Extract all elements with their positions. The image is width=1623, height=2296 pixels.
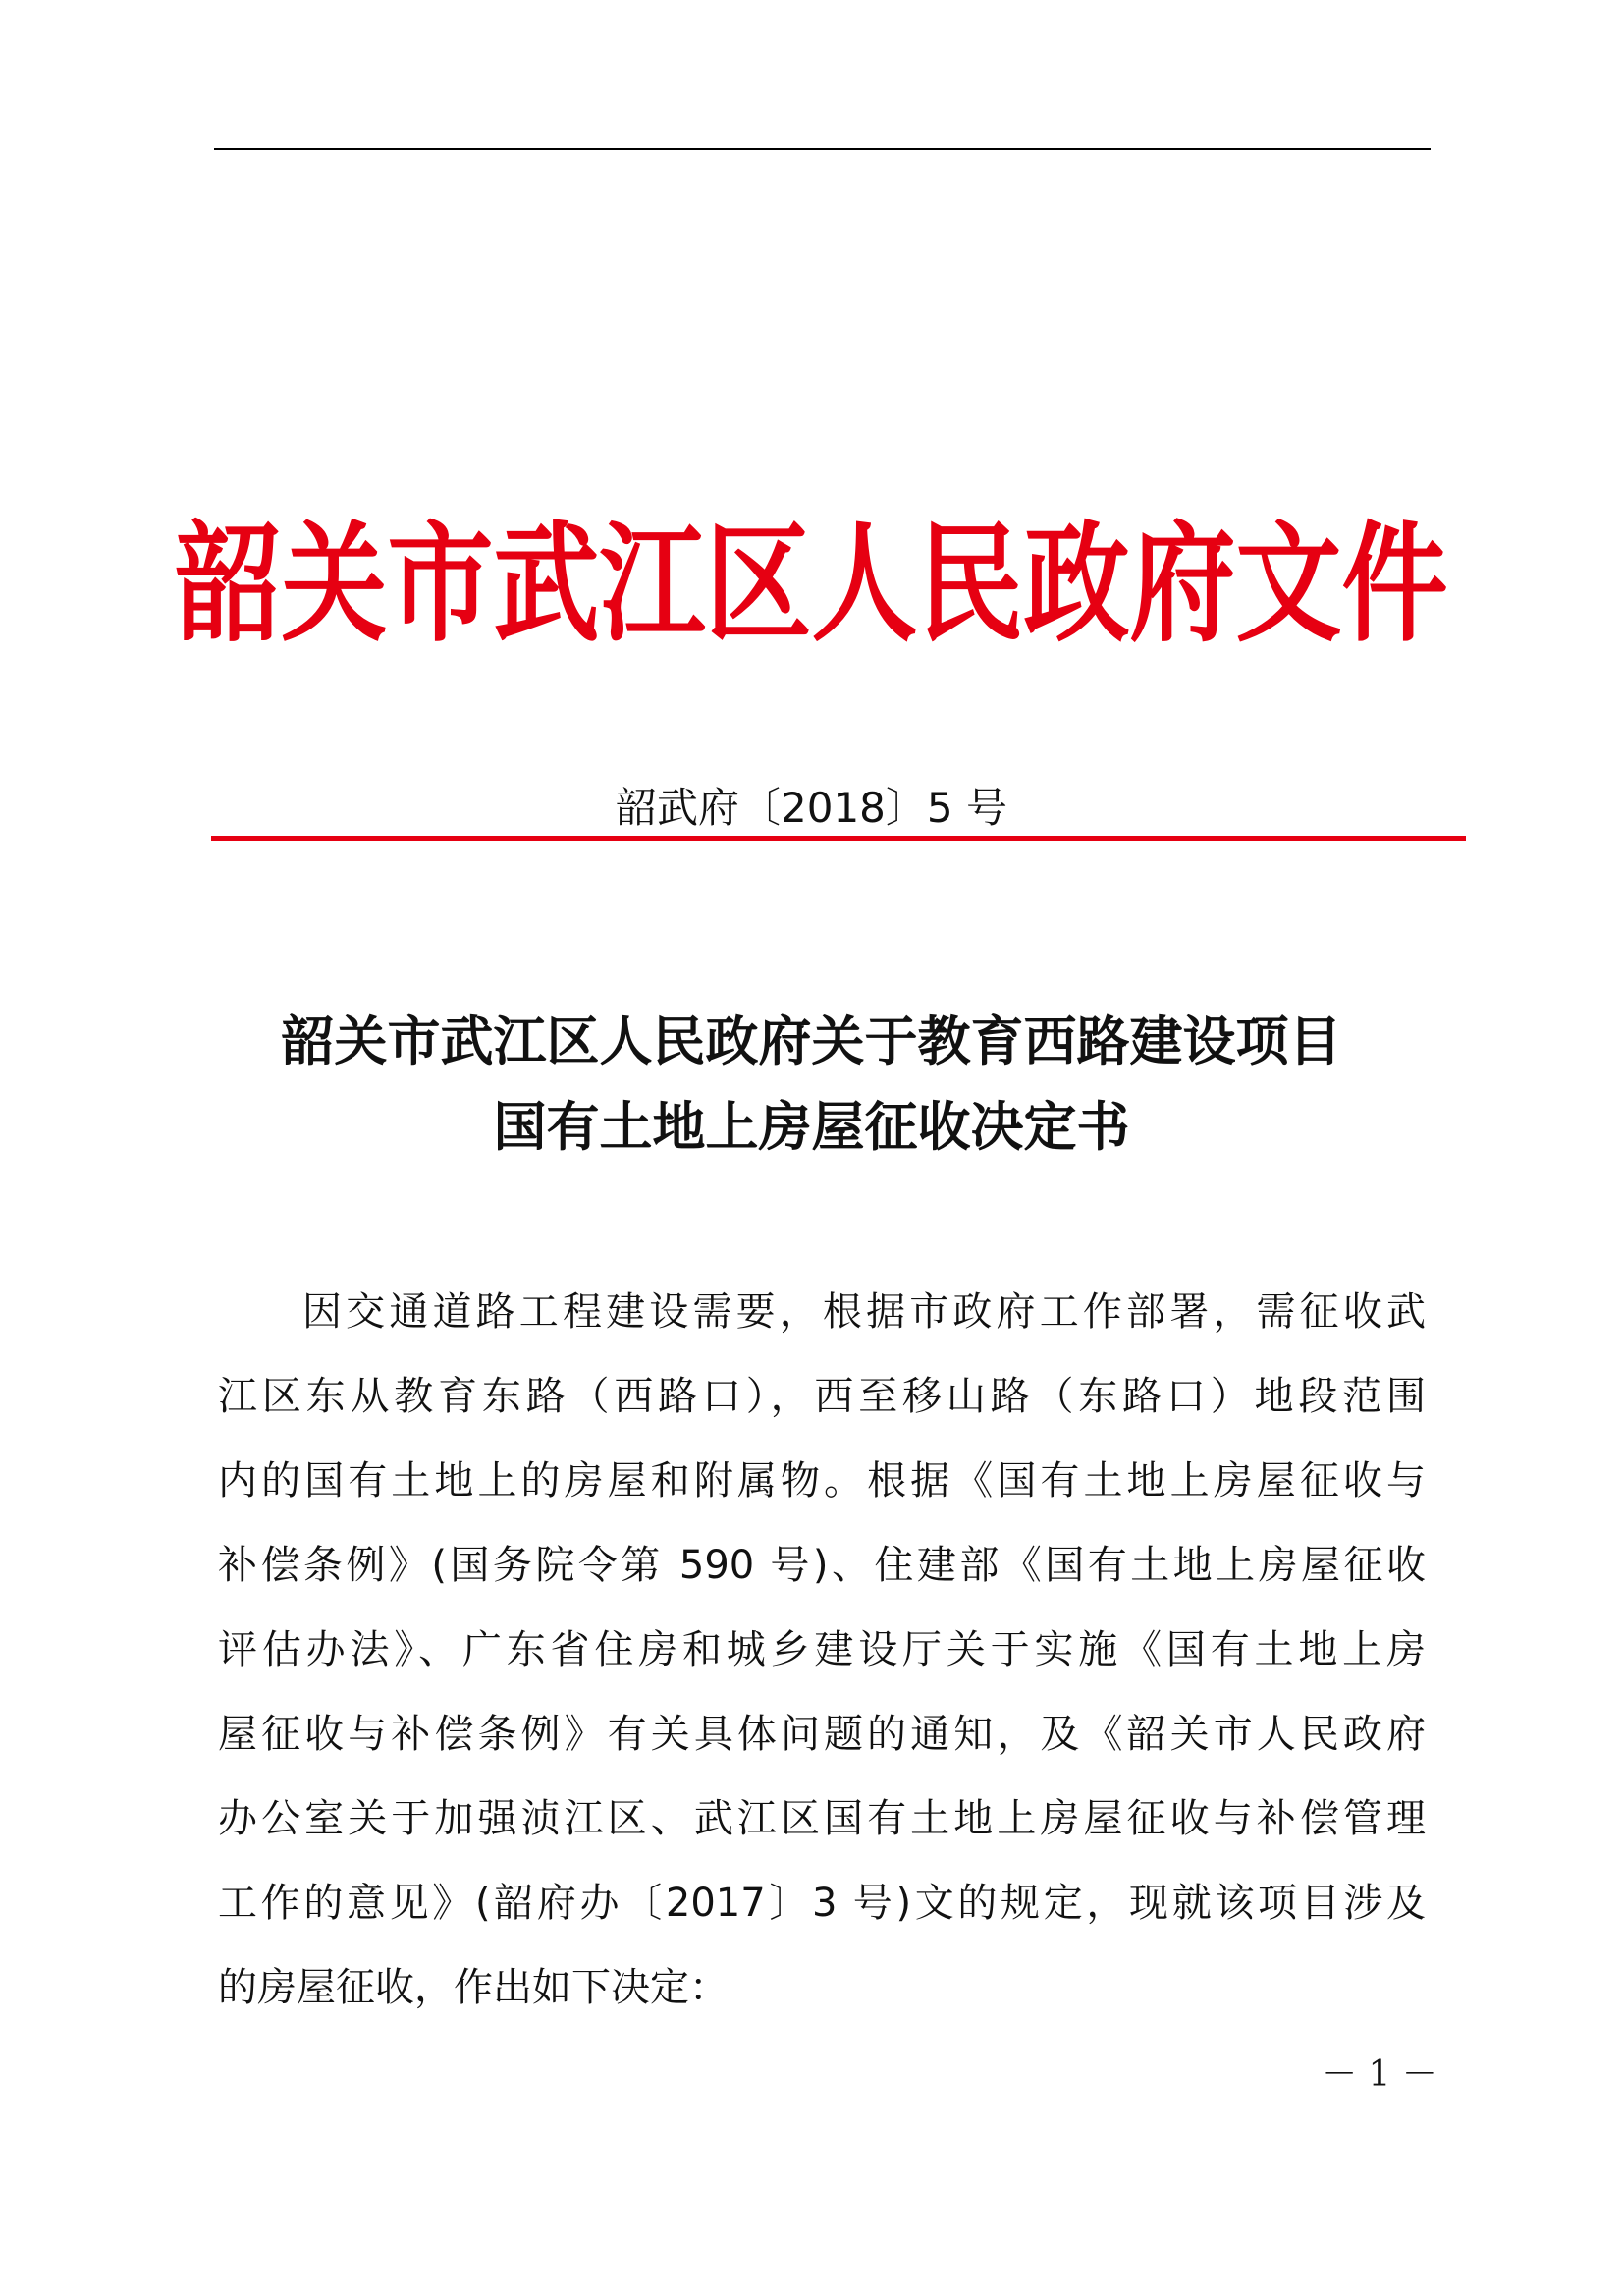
body-line-7: 办公室关于加强浈江区、武江区国有土地上房屋征收与补偿管理 [218,1796,1426,1841]
red-separator-line [211,836,1466,841]
issuer-title: 韶关市武江区人民政府文件 [175,510,1448,661]
body-line-1: 因交通道路工程建设需要，根据市政府工作部署，需征收武 [302,1289,1426,1335]
body-line-3: 内的国有土地上的房屋和附属物。根据《国有土地上房屋征收与 [218,1458,1426,1503]
body-line-4: 补偿条例》(国务院令第 590 号)、住建部《国有土地上房屋征收 [218,1543,1426,1588]
document-heading-line-1: 韶关市武江区人民政府关于教育西路建设项目 [281,1011,1342,1072]
body-line-9: 的房屋征收，作出如下决定： [218,1965,729,2010]
top-border-line [214,148,1431,150]
body-line-6: 屋征收与补偿条例》有关具体问题的通知，及《韶关市人民政府 [218,1712,1426,1757]
page-number: － 1 － [1322,2054,1437,2095]
document-heading-line-2: 国有土地上房屋征收决定书 [493,1096,1130,1158]
body-line-2: 江区东从教育东路（西路口），西至移山路（东路口）地段范围 [218,1374,1426,1419]
document-number: 韶武府〔2018〕5 号 [616,784,1007,832]
body-line-8: 工作的意见》(韶府办〔2017〕3 号)文的规定，现就该项目涉及 [218,1881,1426,1926]
body-line-5: 评估办法》、广东省住房和城乡建设厅关于实施《国有土地上房 [218,1627,1426,1672]
